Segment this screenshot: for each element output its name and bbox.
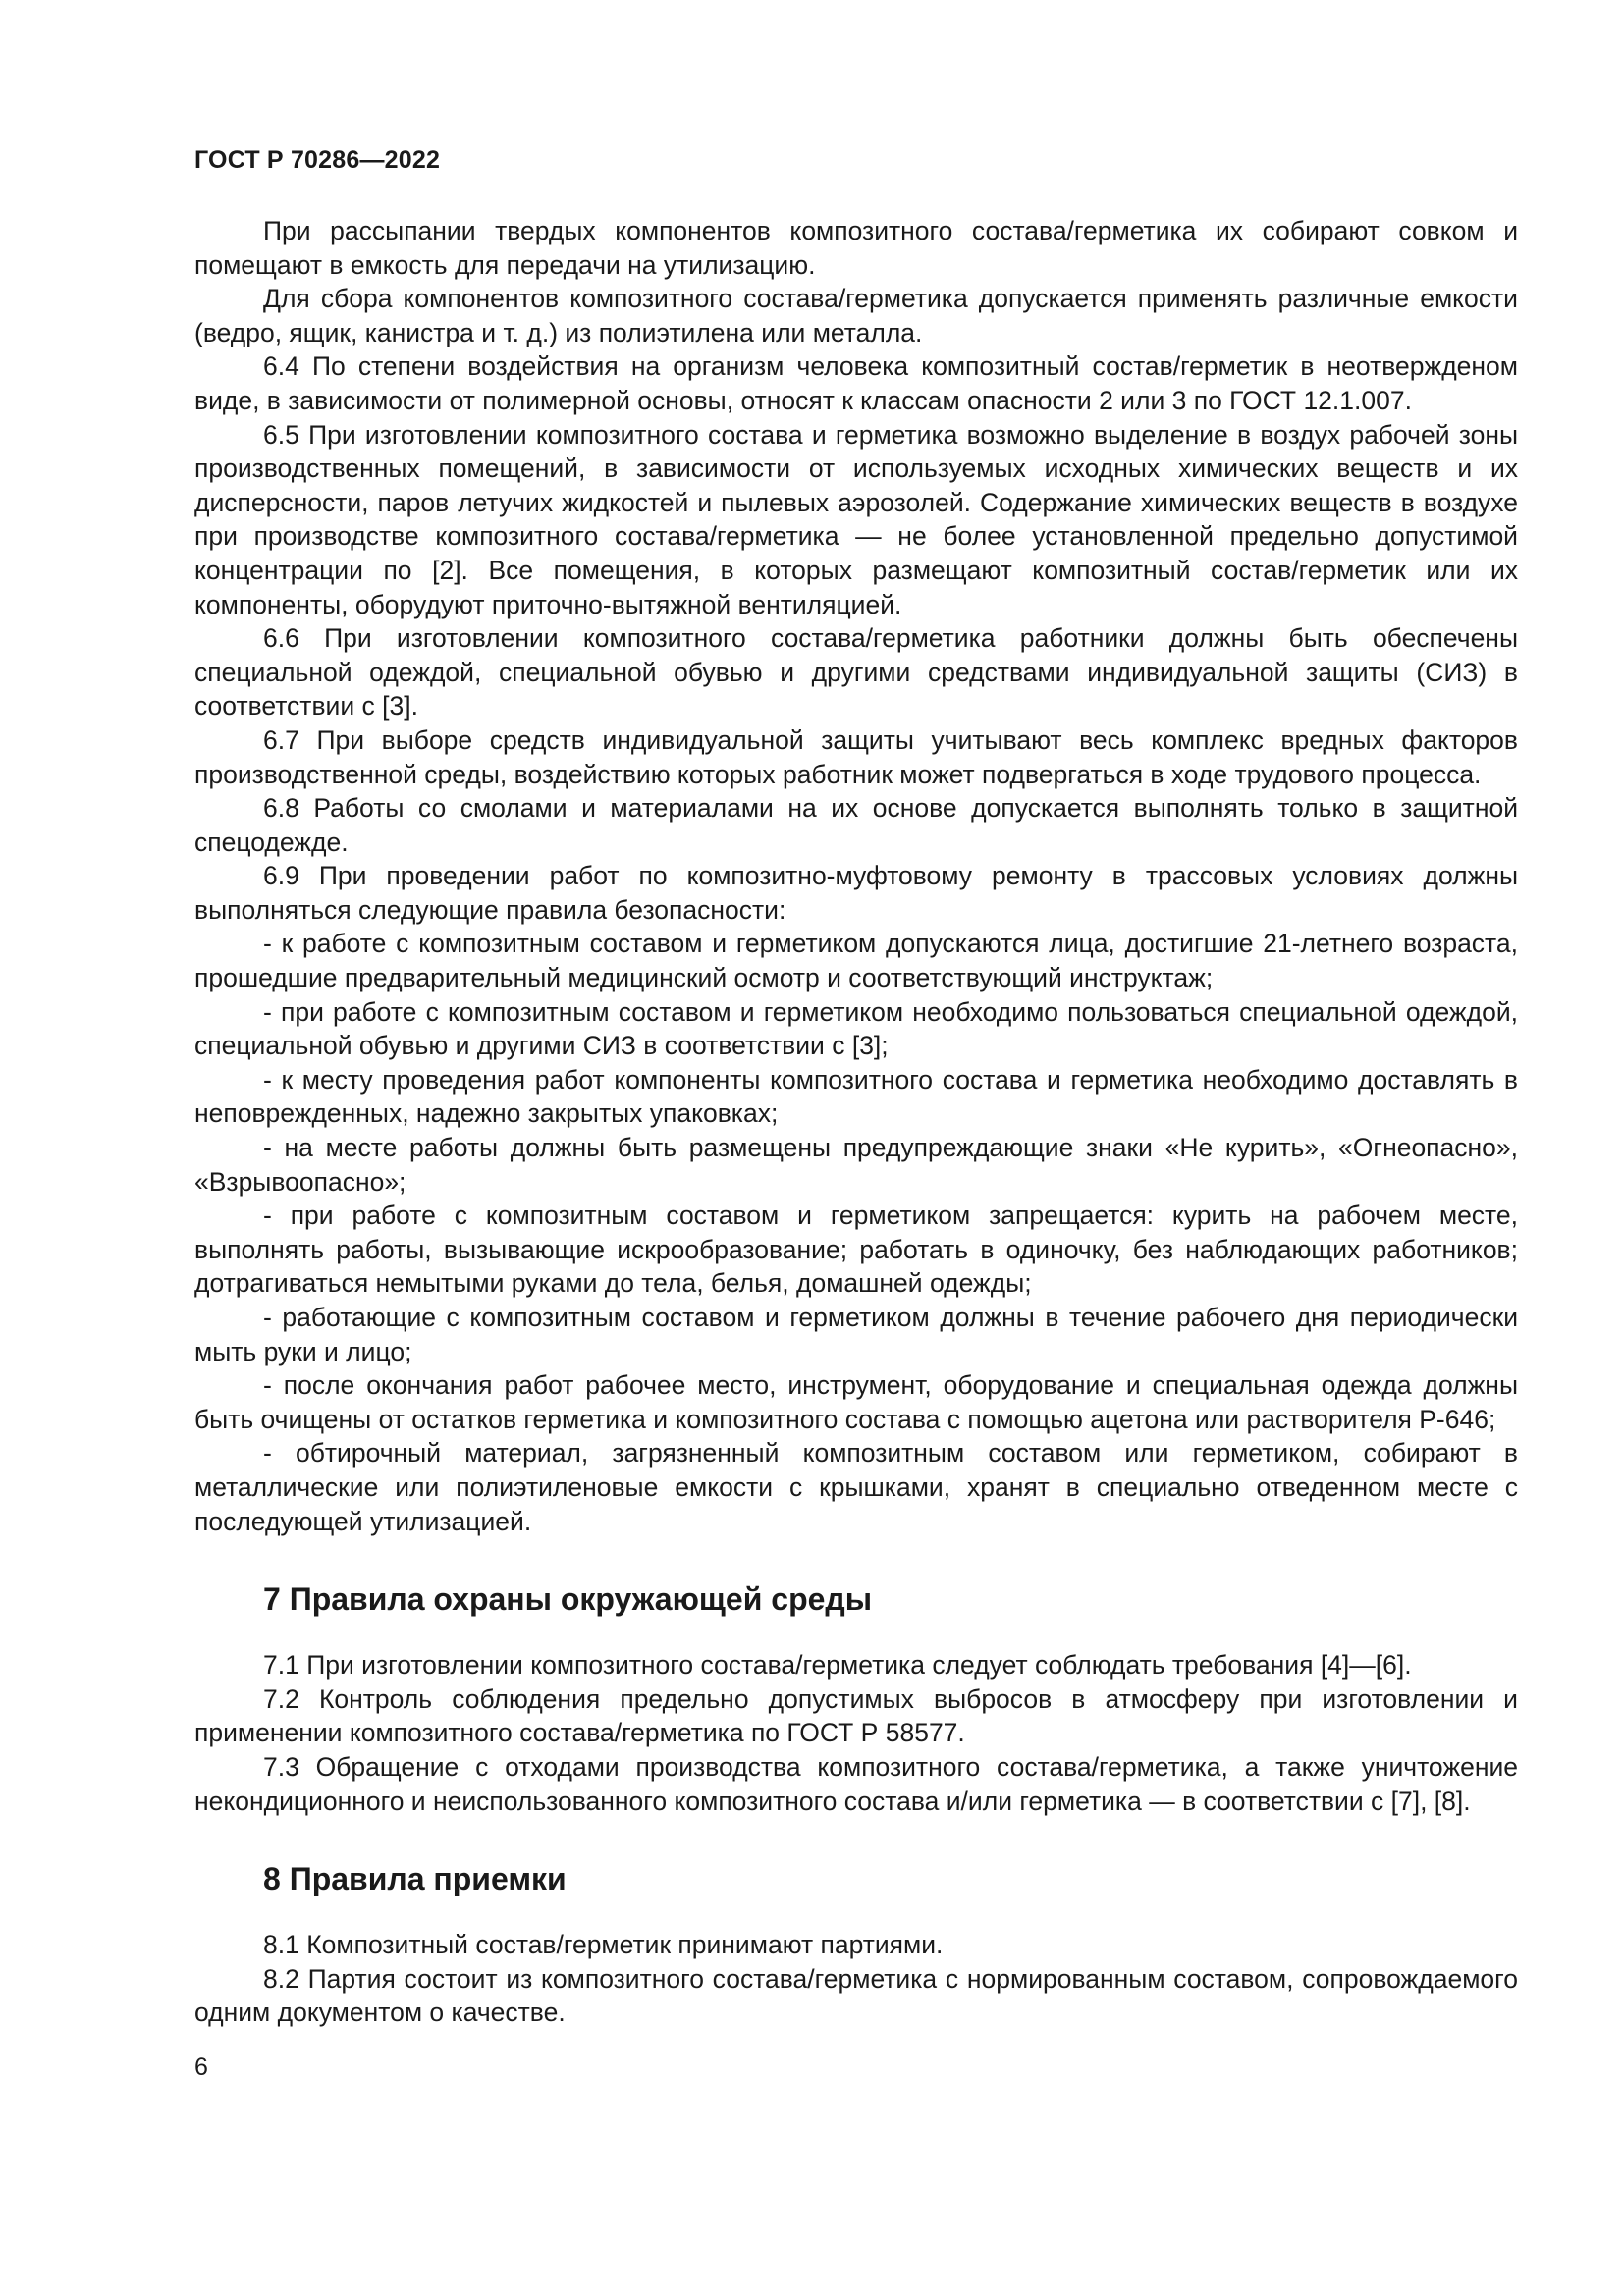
paragraph-6-7: 6.7 При выборе средств индивидуальной защиты учитывают весь комплекс вредных факторов производственной среды, воздействию которых работник может подвергаться в ходе трудового процесса. — [194, 724, 1518, 789]
section-8 — [194, 1859, 1518, 2030]
list-item: - на месте работы должны быть размещены предупреждающие знаки «Не курить», «Огнеопасно», «Взрывоопасно»; — [194, 1133, 1518, 1197]
section-6-continuation — [194, 214, 1518, 1538]
paragraph-6-4: 6.4 По степени воздействия на организм человека композитный состав/герметик в неотвержденом виде, в зависимости от полимерной основы, относят к классам опасности 2 или 3 по ГОСТ 12.1.007. — [194, 351, 1518, 415]
list-item: - к месту проведения работ компоненты композитного состава и герметика необходимо доставлять в неповрежденных, надежно закрытых упаковках; — [194, 1064, 1518, 1129]
list-item: - к работе с композитным составом и герметиком допускаются лица, достигшие 21-летнего возраста, прошедшие предварительный медицинский осмотр и соответствующий инструктаж; — [194, 929, 1518, 993]
paragraph-6-5: 6.5 При изготовлении композитного состава и герметика возможно выделение в воздух рабочей зоны производственных помещений, в зависимости от используемых исходных химических веществ и их дисперсности, паров летучих жидкостей и пылевых аэрозолей. Содержание химических веществ в воздухе при производстве композитного состава/герметика — не более установленной предельно допустимой концентрации по [2]. Все помещения, в которых размещают композитный состав/герметик или их компоненты, оборудуют приточно-вытяжной вентиляцией. — [194, 419, 1518, 619]
paragraph: Для сбора компонентов композитного состава/герметика допускается применять различные емкости (ведро, ящик, канистра и т. д.) из полиэтилена или металла. — [194, 284, 1518, 347]
section-7 — [194, 1579, 1518, 1818]
paragraph-8-1: 8.1 Композитный состав/герметик принимают партиями. — [263, 1930, 944, 1960]
document-header: ГОСТ Р 70286—2022 — [194, 146, 441, 174]
document-page — [194, 145, 1518, 2030]
page-number: 6 — [194, 2054, 208, 2081]
paragraph-7-3: 7.3 Обращение с отходами производства композитного состава/герметика, а также уничтожение некондиционного и неиспользованного композитного состава и/или герметика — в соответствии с [7], [8]. — [194, 1751, 1518, 1816]
list-item: - работающие с композитным составом и герметиком должны в течение рабочего дня периодически мыть руки и лицо; — [194, 1303, 1518, 1366]
list-item: - при работе с композитным составом и герметиком запрещается: курить на рабочем месте, выполнять работы, вызывающие искрообразование; работать в одиночку, без наблюдающих работников; дотрагиваться немытыми руками до тела, белья, домашней одежды; — [194, 1201, 1518, 1299]
paragraph-7-2: 7.2 Контроль соблюдения предельно допустимых выбросов в атмосферу при изготовлении и применении композитного состава/герметика по ГОСТ Р 58577. — [194, 1683, 1518, 1748]
paragraph: При рассыпании твердых компонентов композитного состава/герметика их собирают совком и помещают в емкость для передачи на утилизацию. — [194, 216, 1518, 280]
paragraph-6-9: 6.9 При проведении работ по композитно-муфтовому ремонту в трассовых условиях должны выполняться следующие правила безопасности: — [194, 861, 1518, 925]
section-8-title: 8 Правила приемки — [263, 1861, 567, 1897]
list-item: - обтирочный материал, загрязненный композитным составом или герметиком, собирают в металлические или полиэтиленовые емкости с крышками, хранят в специально отведенном месте с последующей утилизацией. — [194, 1438, 1518, 1536]
list-item: - после окончания работ рабочее место, инструмент, оборудование и специальная одежда должны быть очищены от остатков герметика и композитного состава с помощью ацетона или растворителя Р-646; — [194, 1370, 1518, 1434]
paragraph-6-6: 6.6 При изготовлении композитного состава/герметика работники должны быть обеспечены специальной одеждой, специальной обувью и другими средствами индивидуальной защиты (СИЗ) в соответствии с [3]. — [194, 623, 1518, 721]
paragraph-6-8: 6.8 Работы со смолами и материалами на их основе допускается выполнять только в защитной спецодежде. — [194, 793, 1518, 857]
paragraph-8-2: 8.2 Партия состоит из композитного состава/герметика с нормированным составом, сопровождаемого одним документом о качестве. — [194, 1963, 1518, 2028]
paragraph-7-1: 7.1 При изготовлении композитного состава/герметика следует соблюдать требования [4]—[6]. — [263, 1650, 1412, 1681]
section-7-title: 7 Правила охраны окружающей среды — [263, 1581, 873, 1618]
list-item: - при работе с композитным составом и герметиком необходимо пользоваться специальной одеждой, специальной обувью и другими СИЗ в соответствии с [3]; — [194, 996, 1518, 1061]
